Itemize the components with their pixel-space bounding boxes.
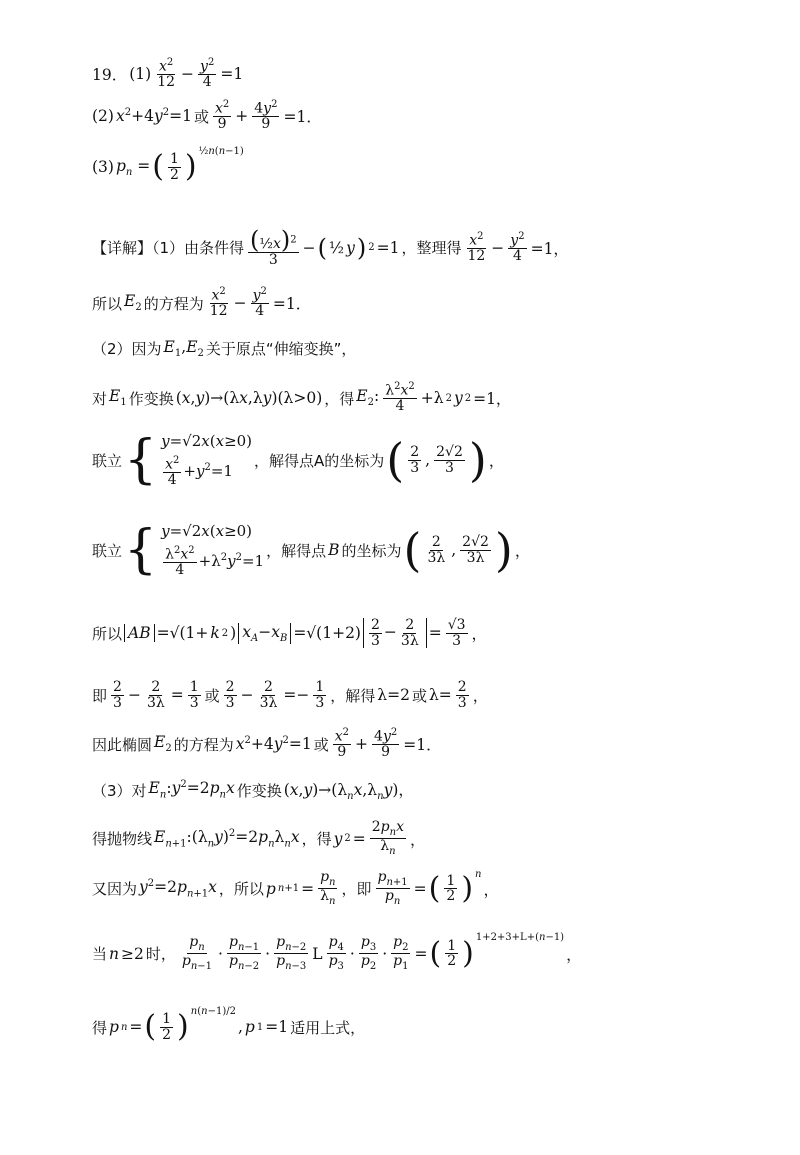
problem-number: 19． (92, 66, 128, 85)
detail-2-solve: 即 $\frac{2}{3}$ − $\frac{2}{3\lambda}$ = $\frac{1}{3}$ 或 $\frac{2}{3}$ − $\frac{2}{3\lambda}$ =− $\frac{1}{3}$ ，解得 λ=2 或 λ= $\frac{2}{3}$ ， (92, 679, 489, 711)
detail-3-product: 当 n ≥2 时， $\frac{p_n}{p_{n-1}}$ · $\frac{p_{n-1}}{p_{n-2}}$ · $\frac{p_{n-2}}{p_{n-3}}$ L $\frac{p_4}{p_3}$ · $\frac{p_3}{p_2}$ · $\frac{p_2}{p_1}$ = ( $\frac{1}{2}$ ) $^{1+2+3+L+(n -1)}$ ， (92, 932, 582, 973)
answer-1: 19． (1) $\frac{x^2}{12}$ − $\frac{y^2}{4}$ =1 (92, 57, 244, 91)
detail-3-intro: （3）对 $E_n:y^2=2p_nx$ 作变换 $(x,y)\to(\lambda_nx,\lambda_ny)$， (92, 779, 414, 803)
detail-2-thus: 因此椭圆 $E_2$ 的方程为 $x^2+4y^2=1$ 或 $\frac{x^2}{9}$ + $\frac{4y^2}{9}$ =1． (92, 727, 442, 761)
detail-3-ratio: 又因为 $y^2=2p_{n+1}x$ ，所以 p n+1 = $\frac{p_n}{\lambda_n}$ ，即 $\frac{p_{n+1}}{p_n}$ = ( $\frac{1}{2}$ ) $^n$ ， (92, 869, 499, 908)
detail-1b: 所以 $E_2$ 的方程为 $\frac{x^2}{12}$ − $\frac{y^2}{4}$ =1． (92, 286, 312, 320)
detail-3-final: 得 p n = ( $\frac{1}{2}$ ) $^{n (n -1)/2}$ , p 1 =1 适用上式， (92, 1005, 366, 1045)
detail-2-systemA: 联立 { y=√2x(x≥0) $\frac{x^2}{4}$ $+y^2=1$ ，解得点A的坐标为 ( $\frac{2}{3}$ , $\frac{2√2}{3}$ ) ， (92, 430, 505, 491)
detail-1: 【详解】（1）由条件得 $\frac{(\frac{1}{2}x)^2}{3}$ − ( ½ y ) 2 =1 ，整理得 $\frac{x^2}{12}$ − $\frac{y^2}{4}$ =1， (92, 226, 569, 268)
answer-3: (3) $p_n$ = ( $\frac{1}{2}$ ) $^{\frac{1}{2}n (n -1)}$ (92, 145, 244, 185)
detail-2-transform: 对 $E_1$ 作变换 (x,y)→(λx,λy)(λ>0) ，得 $E_2$: $\frac{\lambda^2x^2}{4}$ +λ 2 y 2 =1， (92, 381, 512, 415)
detail-2-AB: 所以 AB =√(1+ k 2 ) $x_A-x_B$ =√(1+2) $\frac{2}{3}$ − $\frac{2}{3\lambda}$ = $\frac{√3}{3}$ ， (92, 617, 488, 649)
detail-3-parabola: 得抛物线 $E_{n+1}:(\lambda_ny)^2=2p_n\lambda_nx$ ，得 y 2 = $\frac{2p_nx}{\lambda_n}$ ， (92, 819, 426, 858)
answer-2: (2) $x^2+4y^2=1$ 或 $\frac{x^2}{9}$ + $\frac{4y^2}{9}$ =1． (92, 99, 322, 133)
detail-2-intro: （2）因为 $E_1,E_2$ 关于原点“伸缩变换”， (92, 338, 357, 360)
detail-2-systemB: 联立 { y=√2x(x≥0) $\frac{\lambda^2x^2}{4}$ $+\lambda^2y^2=1$ ，解得点 B 的坐标为 ( $\frac{2}{3\lambda}$ , $\frac{2√2}{3\lambda}$ ) ， (92, 520, 531, 581)
